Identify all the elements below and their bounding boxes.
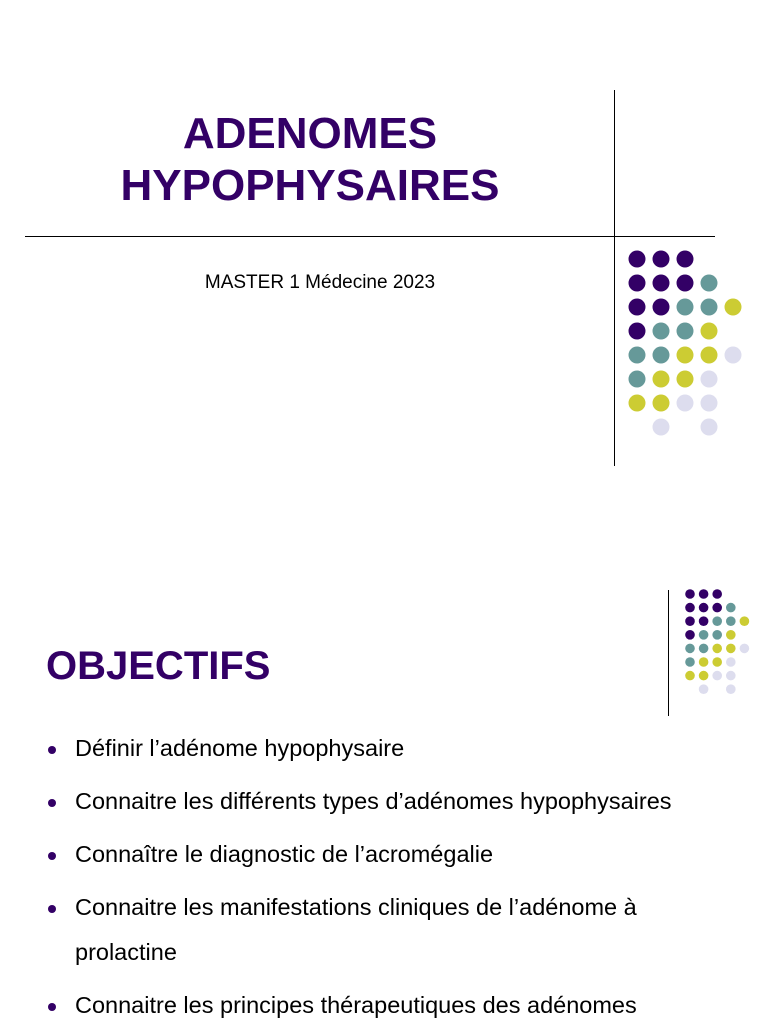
list-item bbox=[46, 832, 736, 877]
decoration-dot bbox=[712, 671, 722, 681]
decoration-dot bbox=[653, 347, 670, 364]
decoration-dot bbox=[701, 347, 718, 364]
list-item bbox=[46, 885, 736, 975]
decoration-dot bbox=[653, 251, 670, 268]
decoration-dot bbox=[677, 347, 694, 364]
title-line-1: ADENOMES bbox=[182, 109, 438, 158]
decoration-dot bbox=[653, 419, 670, 436]
decoration-dot bbox=[685, 603, 695, 613]
decoration-dot bbox=[726, 616, 736, 626]
decoration-dot bbox=[699, 616, 709, 626]
decoration-dot bbox=[685, 630, 695, 640]
decoration-dot bbox=[677, 371, 694, 388]
decoration-dot bbox=[629, 251, 646, 268]
decoration-dot bbox=[726, 684, 736, 694]
decoration-dot bbox=[701, 371, 718, 388]
bullet-icon bbox=[48, 746, 56, 754]
slide-subtitle: MASTER 1 Médecine 2023 bbox=[204, 272, 436, 293]
objective-text: Connaître le diagnostic de l’acromégalie bbox=[75, 841, 494, 867]
decoration-dot bbox=[677, 323, 694, 340]
decoration-dot bbox=[701, 299, 718, 316]
slide-title: OBJECTIFS bbox=[46, 644, 271, 688]
decoration-dot bbox=[699, 603, 709, 613]
decoration-dot bbox=[653, 323, 670, 340]
list-item bbox=[46, 726, 736, 771]
decoration-dot bbox=[653, 395, 670, 412]
decoration-dot bbox=[677, 299, 694, 316]
bullet-icon bbox=[48, 852, 56, 860]
decoration-dot bbox=[740, 616, 750, 626]
decoration-dot bbox=[712, 616, 722, 626]
decoration-dot bbox=[712, 603, 722, 613]
decoration-dot bbox=[699, 644, 709, 654]
objective-text: Définir l’adénome hypophysaire bbox=[75, 735, 405, 761]
bullet-icon bbox=[48, 905, 56, 913]
decoration-dot bbox=[726, 671, 736, 681]
objectives-slide bbox=[0, 540, 768, 1024]
decoration-dot bbox=[712, 644, 722, 654]
decoration-dot bbox=[653, 275, 670, 292]
decoration-dot bbox=[685, 644, 695, 654]
decoration-dot bbox=[726, 644, 736, 654]
decoration-dot bbox=[726, 603, 736, 613]
decoration-dot bbox=[726, 657, 736, 667]
decoration-dot bbox=[712, 589, 722, 599]
decoration-dot bbox=[725, 347, 742, 364]
decoration-dot bbox=[677, 395, 694, 412]
bullet-icon bbox=[48, 799, 56, 807]
decoration-dot bbox=[712, 657, 722, 667]
decoration-dot bbox=[685, 657, 695, 667]
decoration-dot bbox=[629, 347, 646, 364]
decoration-dot bbox=[653, 371, 670, 388]
decoration-dot bbox=[629, 275, 646, 292]
title-line-2: HYPOPHYSAIRES bbox=[120, 161, 500, 210]
decoration-dot bbox=[699, 684, 709, 694]
decoration-dot bbox=[740, 644, 750, 654]
decoration-dot bbox=[725, 299, 742, 316]
decoration-dot bbox=[677, 251, 694, 268]
decoration-dot bbox=[685, 589, 695, 599]
decoration-dot bbox=[685, 671, 695, 681]
decoration-dot bbox=[653, 299, 670, 316]
objective-text: Connaitre les principes thérapeutiques des adénomes bbox=[75, 992, 637, 1018]
decoration-dot bbox=[701, 419, 718, 436]
objectives-list bbox=[46, 726, 736, 1036]
bullet-icon bbox=[48, 1003, 56, 1011]
decoration-dot bbox=[699, 657, 709, 667]
decoration-dot bbox=[726, 630, 736, 640]
decoration-dot bbox=[699, 589, 709, 599]
decoration-dot bbox=[699, 671, 709, 681]
decoration-dot bbox=[629, 371, 646, 388]
decoration-dot bbox=[701, 275, 718, 292]
decoration-dot bbox=[701, 323, 718, 340]
decoration-dot bbox=[629, 299, 646, 316]
objective-text: Connaitre les différents types d’adénomes hypophysaires bbox=[75, 788, 672, 814]
list-item bbox=[46, 983, 736, 1028]
objective-text: Connaitre les manifestations cliniques de l’adénome à prolactine bbox=[75, 894, 637, 965]
decoration-dot bbox=[685, 616, 695, 626]
decoration-dot bbox=[677, 275, 694, 292]
list-item bbox=[46, 779, 736, 824]
decoration-dot bbox=[629, 395, 646, 412]
decoration-dot bbox=[712, 630, 722, 640]
decoration-dot bbox=[699, 630, 709, 640]
decoration-dot bbox=[701, 395, 718, 412]
decoration-dot bbox=[629, 323, 646, 340]
